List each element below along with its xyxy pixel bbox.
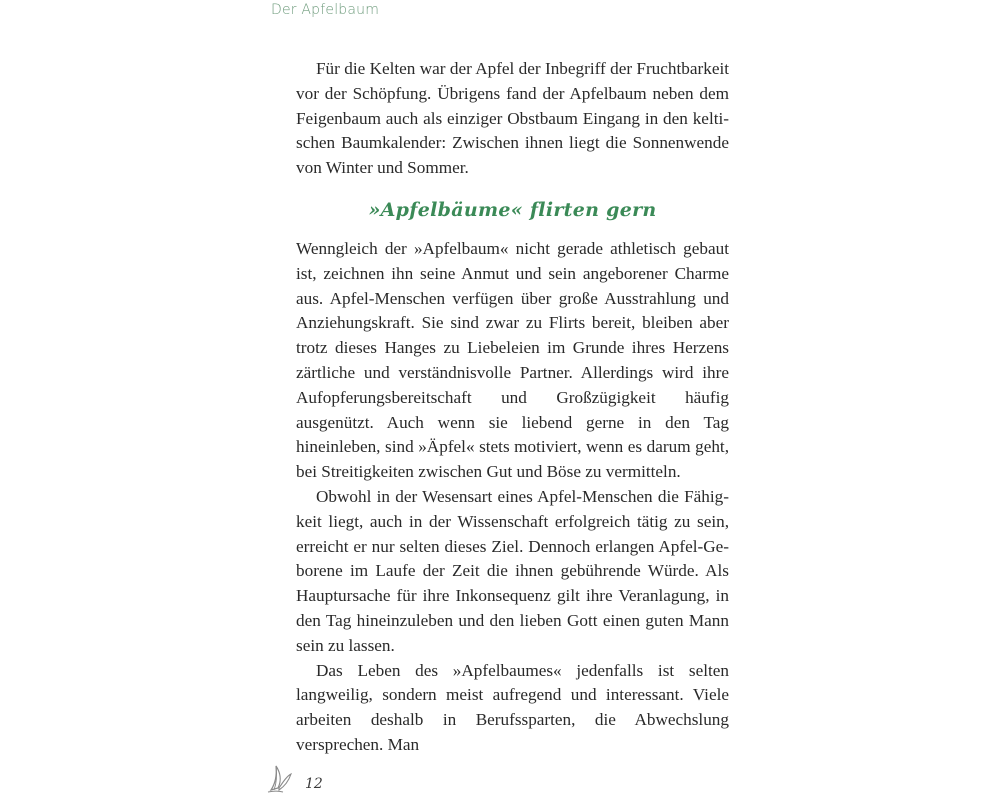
body-paragraph: Obwohl in der Wesensart eines Apfel-Menschen die Fähigkeit liegt, auch in der Wissenschaft erfolgreich tätig zu sein, erreicht er nur selten dieses Ziel. Dennoch erlangen Apfel-Geborene im Laufe der Zeit die ihnen gebührende Würde. Als Hauptursache für ihre Inkonsequenz gilt ihre Veranlagung, in den Tag hineinzuleben und den lieben Gott einen guten Mann sein zu lassen. — [296, 486, 729, 655]
section-heading: »Apfelbäume« flirten gern — [368, 198, 657, 221]
leaf-icon — [265, 760, 295, 799]
page-number: 12 — [305, 776, 323, 792]
page-footer — [265, 760, 323, 799]
body-paragraph: Wenngleich der »Apfelbaum« nicht gerade athletisch gebaut ist, zeichnen ihn seine Anmut und sein angeborener Charme aus. Apfel-Menschen verfügen über große Ausstrahlung und Anziehungskraft. Sie sind zwar zu Flirts bereit, bleiben aber trotz dieses Hanges zu Liebeleien im Grunde ihres Herzens zärtliche und verständnisvolle Partner. Allerdings wird ihre Aufopferungsbereitschaft und Großzügigkeit häufig ausgenützt. Auch wenn sie liebend gerne in den Tag hineinleben, sind »Äpfel« stets motiviert, wenn es darum geht, bei Streitigkeiten zwischen Gut und Böse zu vermitteln. — [296, 238, 729, 482]
intro-paragraph: Für die Kelten war der Apfel der Inbegriff der Fruchtbarkeit vor der Schöpfung. Übrigens fand der Apfelbaum neben dem Feigenbaum auch als einziger Obstbaum Eingang in den keltischen Baumkalender: Zwischen ihnen liegt die Sonnenwende von Winter und Sommer. — [296, 59, 729, 178]
running-header: Der Apfelbaum — [271, 2, 380, 18]
body-paragraph: Das Leben des »Apfelbaumes« jedenfalls ist selten langweilig, sondern meist aufregend und interessant. Viele arbeiten deshalb in Berufssparten, die Abwechslung versprechen. Man — [296, 660, 729, 754]
page-body — [296, 57, 729, 758]
